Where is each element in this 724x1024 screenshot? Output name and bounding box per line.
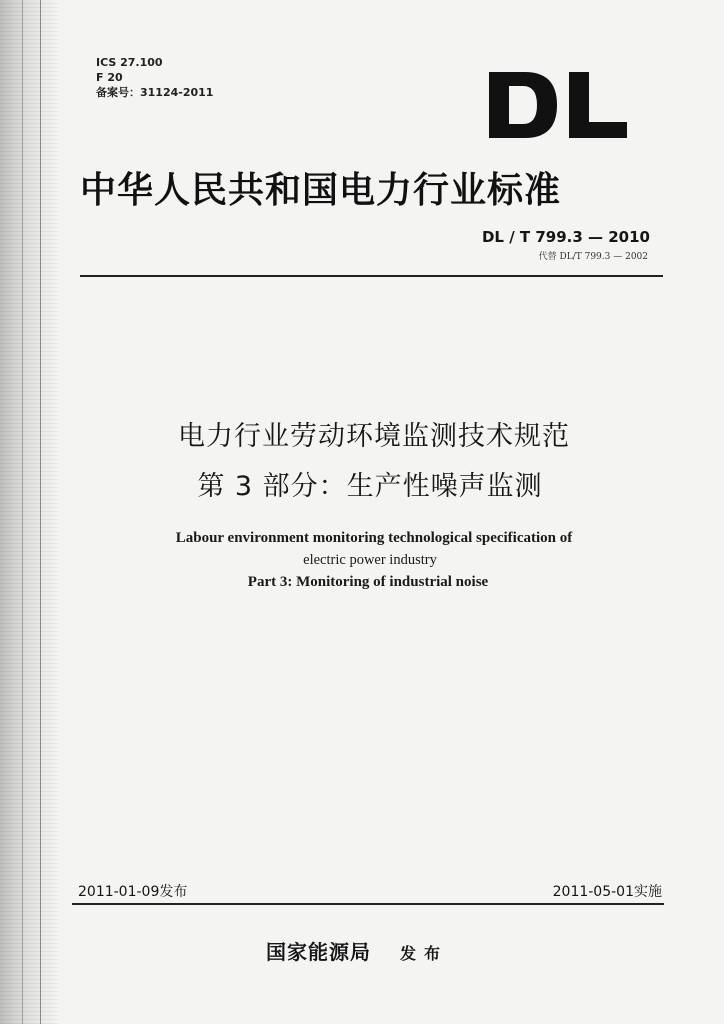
title-en-line2: electric power industry [303,552,437,568]
implementation-date: 2011-05-01实施 [552,884,662,900]
title-cn-line1: 电力行业劳动环境监测技术规范 [178,421,570,452]
dl-logo [487,70,629,140]
binding-line-secondary [22,0,23,1024]
title-cn-line2: 第 3 部分：生产性噪声监测 [197,471,543,502]
record-number: 备案号：31124-2011 [96,86,214,99]
issue-date: 2011-01-09发布 [78,884,188,900]
publish-verb: 发布 [399,944,448,963]
header-divider [80,275,663,277]
main-title: 中华人民共和国电力行业标准 [80,169,562,211]
issuer-name: 国家能源局 [266,940,371,964]
binding-line [40,0,41,1024]
title-en-line1: Labour environment monitoring technological specification of [175,530,573,546]
classification-block [96,55,213,100]
scan-binding-edge [0,0,58,1024]
footer-divider [72,903,664,905]
publisher [266,936,448,965]
ics-code: ICS 27.100 [96,56,163,69]
replaces-standard: 代替 DL/T 799.3 — 2002 [538,252,648,262]
title-en-line3: Part 3: Monitoring of industrial noise [247,574,489,590]
standard-code: DL / T 799.3 — 2010 [481,228,650,246]
category-code: F 20 [96,71,123,84]
